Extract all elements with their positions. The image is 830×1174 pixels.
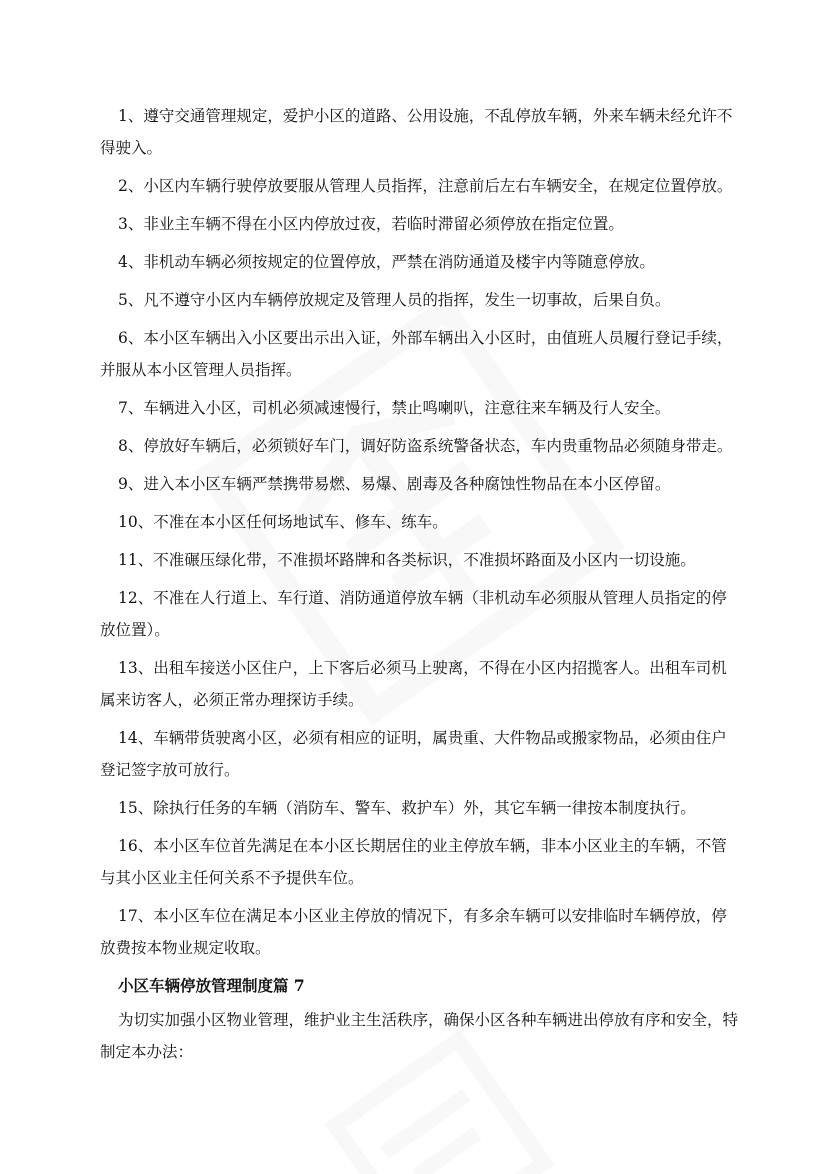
section-heading: 小区车辆停放管理制度篇 7 — [118, 976, 305, 995]
rule-5: 5、凡不遵守小区内车辆停放规定及管理人员的指挥，发生一切事故，后果自负。 — [118, 291, 671, 309]
rule-10: 10、不准在本小区任何场地试车、修车、练车。 — [118, 513, 448, 531]
rule-3: 3、非业主车辆不得在小区内停放过夜，若临时滞留必须停放在指定位置。 — [118, 215, 624, 233]
rule-2: 2、小区内车辆行驶停放要服从管理人员指挥，注意前后左右车辆安全，在规定位置停放。 — [118, 177, 733, 195]
rule-12: 12、不准在人行道上、车行道、消防通道停放车辆（非机动车必须服从管理人员指定的停放位置）。 — [100, 589, 727, 639]
rule-13: 13、出租车接送小区住户，上下客后必须马上驶离，不得在小区内招揽客人。出租车司机属来访客人，必须正常办理探访手续。 — [100, 659, 727, 709]
intro-paragraph: 为切实加强小区物业管理，维护业主生活秩序，确保小区各种车辆进出停放有序和安全，特制定本办法： — [100, 1011, 739, 1061]
rule-11: 11、不准碾压绿化带，不准损坏路牌和各类标识，不准损坏路面及小区内一切设施。 — [118, 551, 696, 569]
document-body — [100, 100, 740, 1074]
rule-17: 17、本小区车位在满足本小区业主停放的情况下，有多余车辆可以安排临时车辆停放，停放费按本物业规定收取。 — [100, 907, 727, 957]
rule-6: 6、本小区车辆出入小区要出示出入证，外部车辆出入小区时，由值班人员履行登记手续，并服从本小区管理人员指挥。 — [100, 329, 733, 379]
rule-8: 8、停放好车辆后，必须锁好车门，调好防盗系统警备状态，车内贵重物品必须随身带走。 — [118, 437, 733, 455]
rule-15: 15、除执行任务的车辆（消防车、警车、救护车）外，其它车辆一律按本制度执行。 — [118, 799, 696, 817]
rule-1: 1、遵守交通管理规定，爱护小区的道路、公用设施，不乱停放车辆，外来车辆未经允许不得驶入。 — [100, 107, 733, 157]
rule-9: 9、进入本小区车辆严禁携带易燃、易爆、剧毒及各种腐蚀性物品在本小区停留。 — [118, 475, 671, 493]
rule-16: 16、本小区车位首先满足在本小区长期居住的业主停放车辆，非本小区业主的车辆，不管与其小区业主任何关系不予提供车位。 — [100, 837, 727, 887]
rule-7: 7、车辆进入小区，司机必须减速慢行，禁止鸣喇叭，注意往来车辆及行人安全。 — [118, 399, 671, 417]
rule-4: 4、非机动车辆必须按规定的位置停放，严禁在消防通道及楼宇内等随意停放。 — [118, 253, 655, 271]
rule-14: 14、车辆带货驶离小区，必须有相应的证明，属贵重、大件物品或搬家物品，必须由住户登记签字放可放行。 — [100, 729, 727, 779]
